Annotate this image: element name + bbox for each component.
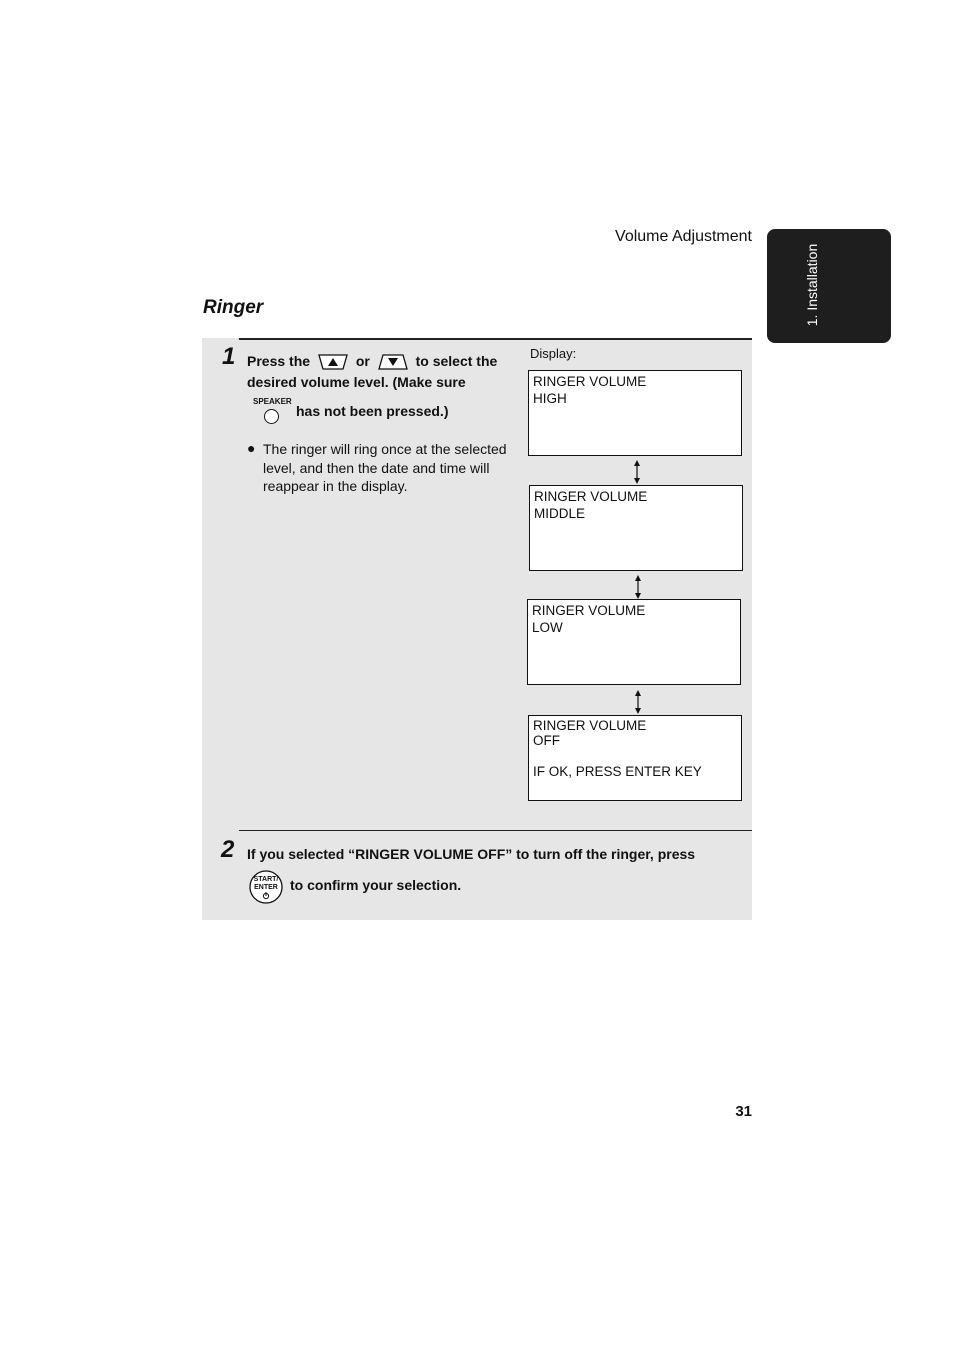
enter-key-label-top: START/ (253, 876, 279, 883)
lcd-screen-off (528, 715, 742, 801)
press-the-text: Press the (247, 353, 311, 369)
lcd-line: RINGER VOLUME (533, 374, 647, 389)
double-arrow-icon (633, 689, 643, 715)
lcd-line: HIGH (533, 391, 567, 406)
top-rule (239, 338, 752, 340)
step-1-note: The ringer will ring once at the selected level, and then the date and time will reappear in the display. (263, 441, 507, 494)
start-enter-key-icon (248, 870, 284, 904)
step-divider (239, 830, 752, 831)
chapter-tab (767, 229, 891, 343)
speaker-key-icon (253, 397, 292, 427)
step-2-instruction-line2: to confirm your selection. (290, 877, 462, 893)
lcd-screen-middle (529, 485, 743, 571)
down-arrow-key-icon (377, 353, 409, 371)
enter-key-label-bottom: ENTER (254, 884, 278, 891)
chapter-tab-label: 1. Installation (804, 243, 820, 327)
step-2-number: 2 (221, 836, 235, 863)
running-header: Volume Adjustment (615, 228, 752, 245)
lcd-line: RINGER VOLUME (534, 489, 648, 504)
speaker-button-shape (264, 409, 279, 424)
up-arrow-key-icon (317, 353, 349, 371)
lcd-line: RINGER VOLUME (533, 718, 647, 733)
step-1-instruction-line3: has not been pressed.) (296, 403, 449, 419)
lcd-line: LOW (532, 620, 563, 635)
step-1-number: 1 (222, 343, 236, 370)
section-title: Ringer (203, 297, 264, 318)
lcd-screen-high (528, 370, 742, 456)
step-1-instruction-line1 (247, 353, 497, 371)
or-text: or (355, 353, 370, 369)
display-label: Display: (530, 346, 577, 361)
page-number: 31 (735, 1103, 752, 1120)
lcd-screen-low (527, 599, 741, 685)
step-2-instruction-line1: If you selected “RINGER VOLUME OFF” to turn off the ringer, press (247, 846, 696, 862)
double-arrow-icon (633, 574, 643, 600)
step-1-instruction-line2: desired volume level. (Make sure (247, 374, 466, 390)
lcd-line: OFF (533, 733, 560, 748)
to-select-text: to select the (415, 353, 498, 369)
speaker-key-label: SPEAKER (253, 397, 292, 406)
bullet-icon: ● (247, 440, 256, 456)
lcd-line: RINGER VOLUME (532, 603, 646, 618)
double-arrow-icon (632, 459, 642, 485)
lcd-line: IF OK, PRESS ENTER KEY (533, 764, 702, 779)
lcd-line: MIDDLE (534, 506, 586, 521)
